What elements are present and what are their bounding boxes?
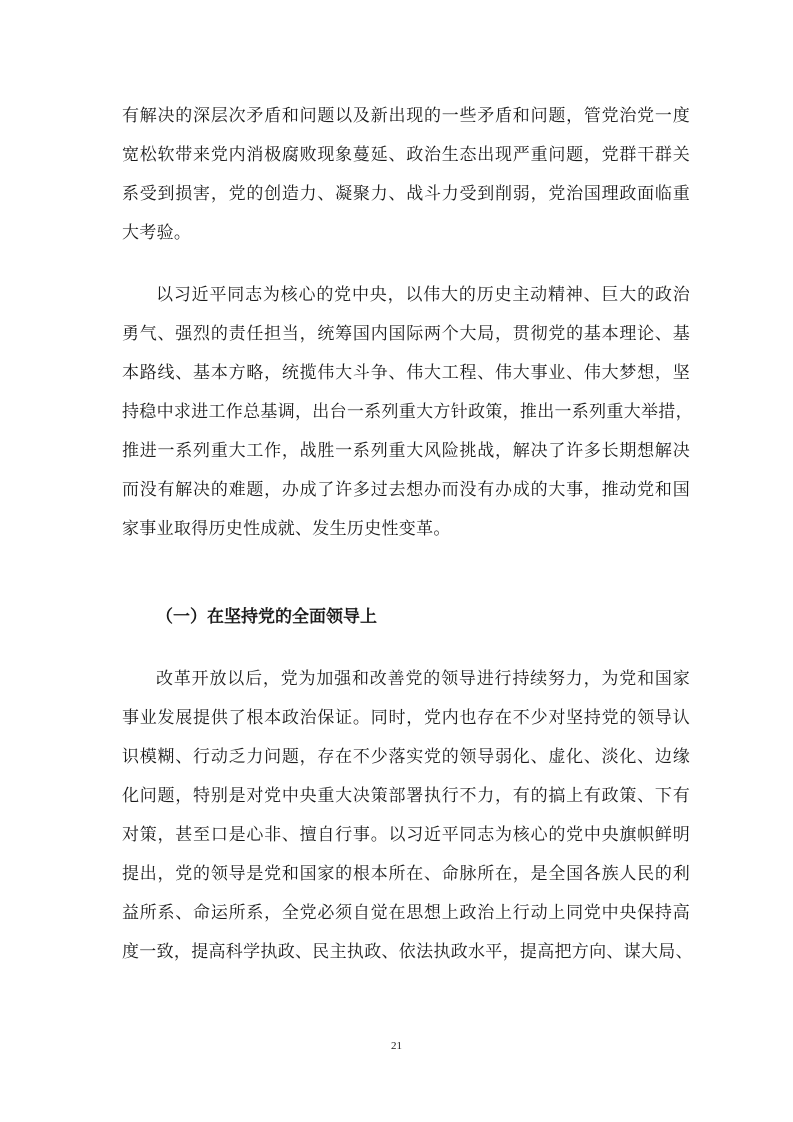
paragraph-2-line: 本路线、基本方略，统揽伟大斗争、伟大工程、伟大事业、伟大梦想，坚 <box>122 363 690 383</box>
paragraph-3 <box>122 660 693 972</box>
paragraph-3-line: 识模糊、行动乏力问题，存在不少落实党的领导弱化、虚化、淡化、边缘 <box>122 747 690 767</box>
paragraph-1-line: 系受到损害，党的创造力、凝聚力、战斗力受到削弱，党治国理政面临重 <box>122 184 690 204</box>
paragraph-3-line: 度一致，提高科学执政、民主执政、依法执政水平，提高把方向、谋大局、 <box>122 942 693 962</box>
paragraph-1-line: 宽松软带来党内消极腐败现象蔓延、政治生态出现严重问题，党群干群关 <box>122 145 690 165</box>
paragraph-2-line: 勇气、强烈的责任担当，统筹国内国际两个大局，贯彻党的基本理论、基 <box>122 324 690 344</box>
paragraph-2-line: 而没有解决的难题，办成了许多过去想办而没有办成的大事，推动党和国 <box>122 480 690 500</box>
paragraph-3-line: 益所系、命运所系，全党必须自觉在思想上政治上行动上同党中央保持高 <box>122 903 690 923</box>
paragraph-2-line: 家事业取得历史性成就、发生历史性变革。 <box>122 519 451 539</box>
paragraph-1 <box>122 97 690 253</box>
paragraph-1-line: 有解决的深层次矛盾和问题以及新出现的一些矛盾和问题，管党治党一度 <box>122 106 690 126</box>
paragraph-3-line: 事业发展提供了根本政治保证。同时，党内也存在不少对坚持党的领导认 <box>122 708 690 728</box>
paragraph-2 <box>122 276 693 549</box>
paragraph-2-line: 以习近平同志为核心的党中央，以伟大的历史主动精神、巨大的政治 <box>156 285 690 305</box>
paragraph-2-line: 持稳中求进工作总基调，出台一系列重大方针政策，推出一系列重大举措， <box>122 402 693 422</box>
paragraph-2-line: 推进一系列重大工作，战胜一系列重大风险挑战，解决了许多长期想解决 <box>122 441 690 461</box>
paragraph-3-line: 改革开放以后，党为加强和改善党的领导进行持续努力，为党和国家 <box>156 669 690 689</box>
paragraph-3-line: 对策，甚至口是心非、擅自行事。以习近平同志为核心的党中央旗帜鲜明 <box>122 825 690 845</box>
page-number: 21 <box>391 1040 402 1052</box>
paragraph-3-line: 化问题，特别是对党中央重大决策部署执行不力，有的搞上有政策、下有 <box>122 786 690 806</box>
paragraph-1-line: 大考验。 <box>122 223 192 243</box>
section-heading: （一）在坚持党的全面领导上 <box>156 607 377 627</box>
paragraph-3-line: 提出，党的领导是党和国家的根本所在、命脉所在，是全国各族人民的利 <box>122 864 690 884</box>
